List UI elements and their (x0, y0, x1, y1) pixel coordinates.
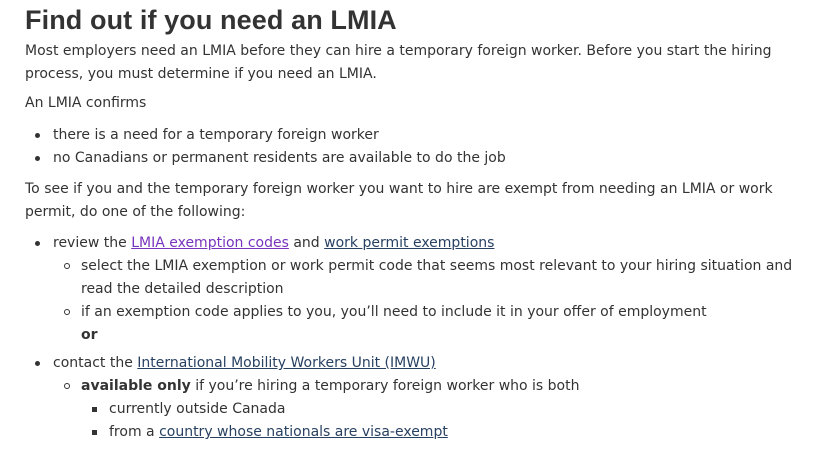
confirms-list (25, 124, 826, 170)
intro-paragraph: Most employers need an LMIA before they can hire a temporary foreign worker. Before you start the hiring process, you must determine if you need an LMIA. (25, 43, 772, 82)
lmia-exemption-codes-link[interactable]: LMIA exemption codes (131, 235, 289, 251)
availability-text: if you’re hiring a temporary foreign worker who is both (190, 378, 580, 394)
review-sublist (53, 255, 826, 324)
available-only-emphasis: available only (81, 378, 191, 394)
condition-prefix: from a (109, 424, 160, 440)
option-contact (25, 352, 826, 444)
or-separator: or (81, 327, 98, 343)
list-item: no Canadians or permanent residents are available to do the job (25, 147, 826, 170)
page-title: Find out if you need an LMIA (25, 5, 397, 35)
option-review-prefix: review the (53, 235, 132, 251)
option-review (25, 232, 826, 347)
contact-sublist (53, 375, 826, 444)
confirms-label: An LMIA confirms (25, 95, 147, 111)
list-item (81, 421, 826, 444)
list-item: select the LMIA exemption or work permit code that seems most relevant to your hiring situation and read the detailed description (53, 255, 826, 301)
imwu-link[interactable]: International Mobility Workers Unit (IMWU) (137, 355, 436, 371)
list-item: there is a need for a temporary foreign worker (25, 124, 826, 147)
list-item: if an exemption code applies to you, you’ll need to include it in your offer of employment (53, 301, 826, 324)
list-item: currently outside Canada (81, 398, 826, 421)
option-review-between: and (288, 235, 325, 251)
list-item (53, 375, 826, 444)
options-list (25, 232, 826, 444)
visa-exempt-countries-link[interactable]: country whose nationals are visa-exempt (159, 424, 448, 440)
option-contact-prefix: contact the (53, 355, 138, 371)
work-permit-exemptions-link[interactable]: work permit exemptions (324, 235, 495, 251)
conditions-list (81, 398, 826, 444)
exempt-intro-paragraph: To see if you and the temporary foreign worker you want to hire are exempt from needing an LMIA or work permit, do one of the following: (25, 181, 773, 220)
